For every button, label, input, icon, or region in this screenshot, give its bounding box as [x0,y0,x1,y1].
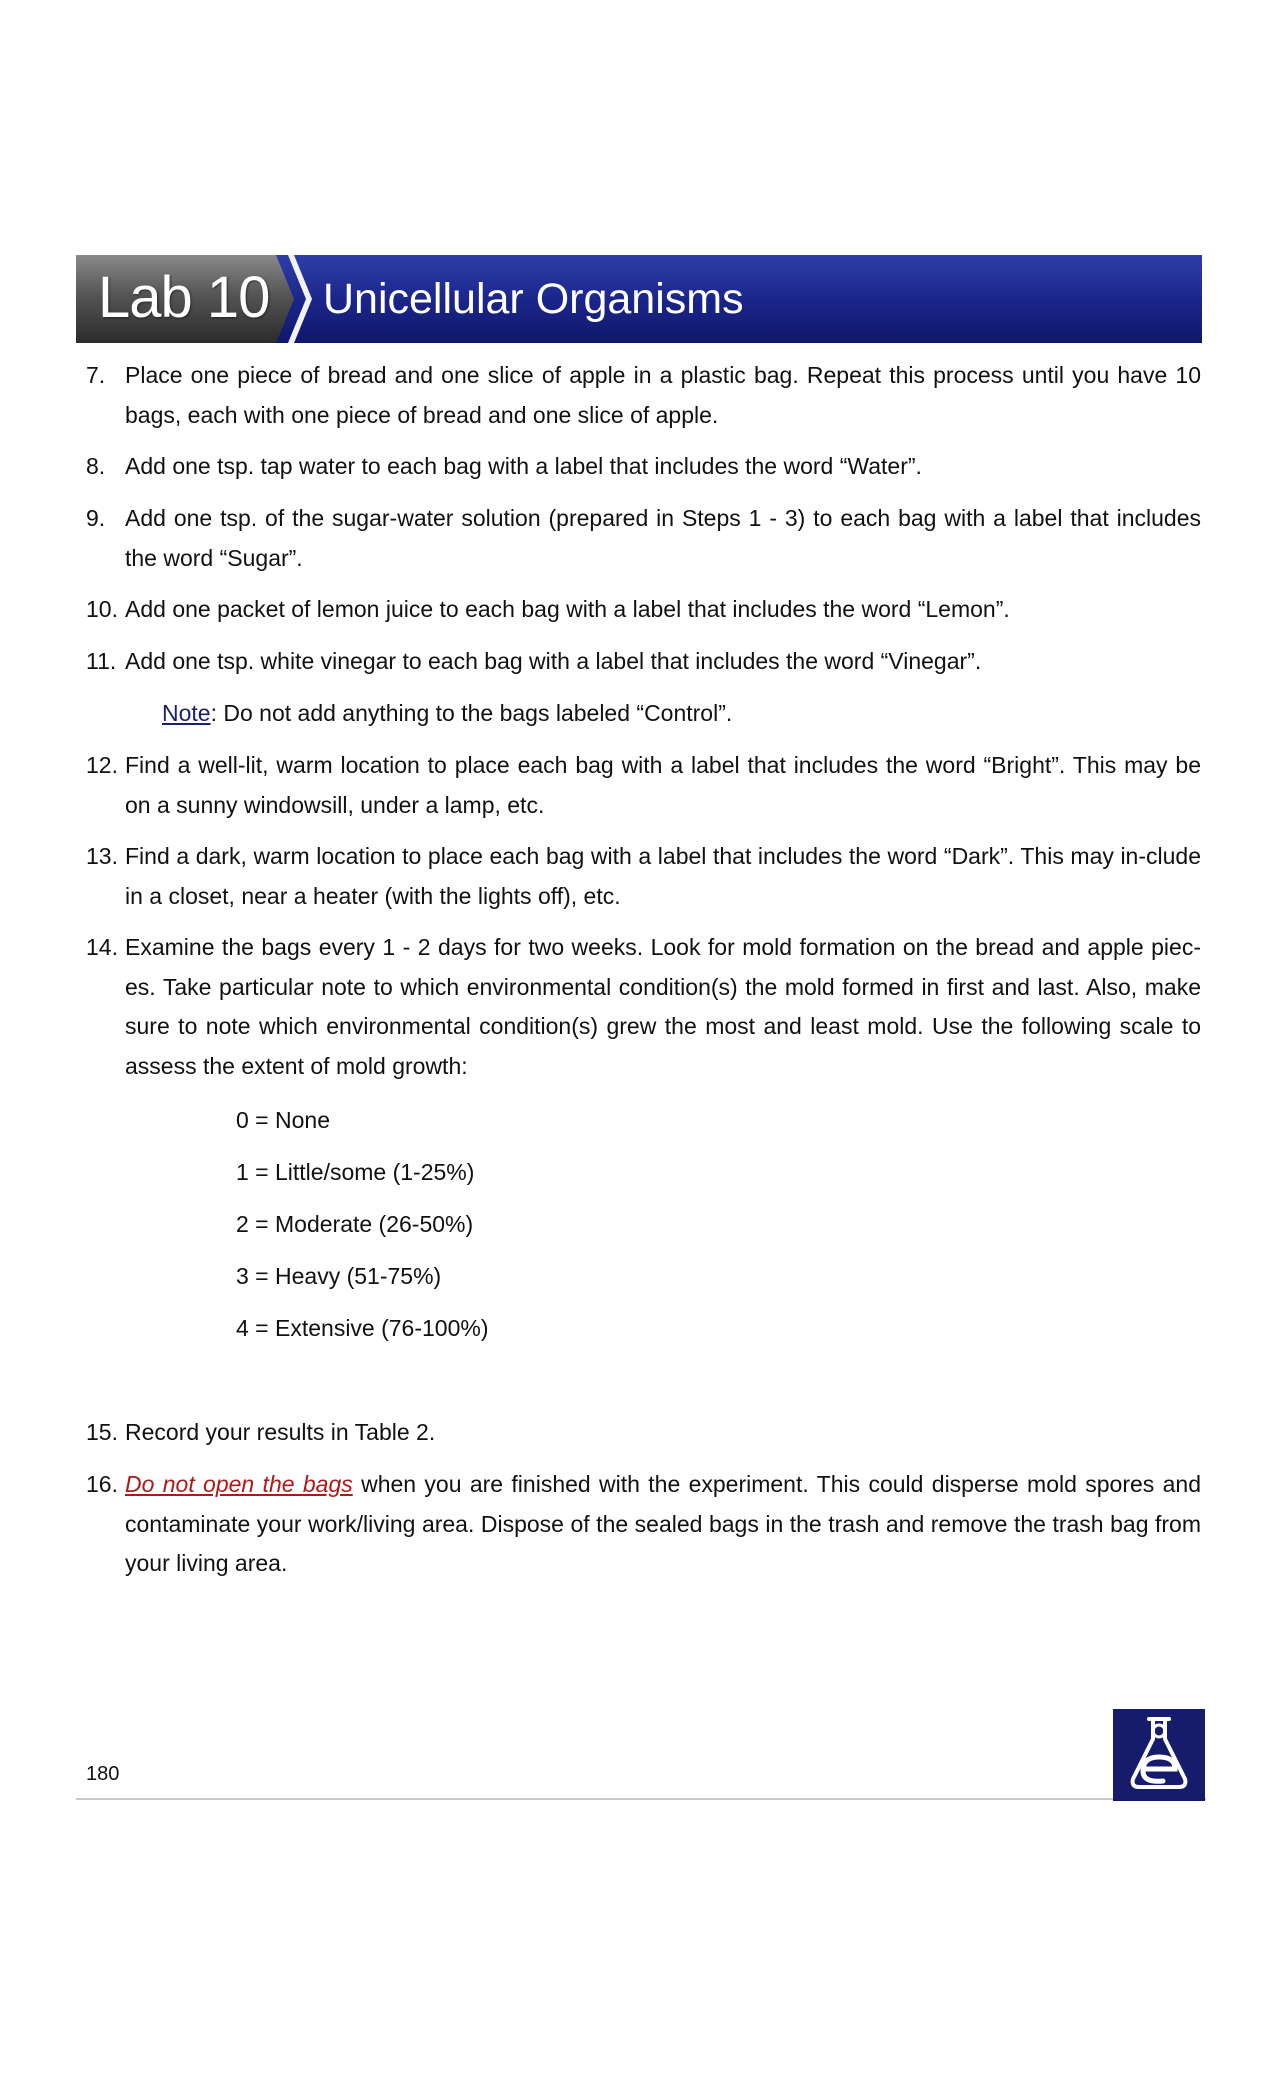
note-label: Note [162,700,211,726]
step-text: Record your results in Table 2. [125,1419,436,1445]
step-number: 8. [86,453,106,479]
step-number: 10. [86,596,118,622]
step-text: Add one packet of lemon juice to each bag with a label that includes the word “Lemon”. [125,596,1010,622]
page-number: 180 [86,1763,120,1785]
step-8 [86,447,1201,487]
scale-item: 4 = Extensive (76-100%) [236,1315,489,1341]
note-text: : Do not add anything to the bags labeled “Control”. [210,700,733,726]
step-text [125,1465,1201,1584]
step-number: 9. [86,505,106,531]
step-number: 13. [86,843,118,869]
footer-divider [76,1798,1206,1800]
step-12 [86,746,1201,825]
step-text: Find a dark, warm location to place each bag with a label that includes the word “Dark”. This may in-clude in a closet, near a heater (with the lights off), etc. [125,843,1201,909]
step-text: Examine the bags every 1 - 2 days for two weeks. Look for mold formation on the bread and apple piec-es. Take particular note to which environmental condition(s) the mold formed in first and last. Also, make sure to note which environmental condition(s) grew the most and least mold. Use the following scale to assess the extent of mold growth: [125,934,1201,1079]
step-text: Place one piece of bread and one slice of apple in a plastic bag. Repeat this process until you have 10 bags, each with one piece of bread and one slice of apple. [125,362,1201,428]
scale-item: 0 = None [236,1107,330,1133]
step-text: Add one tsp. tap water to each bag with a label that includes the word “Water”. [125,453,922,479]
lab-number: Lab 10 [98,265,270,330]
step-9 [86,499,1201,578]
scale-item: 2 = Moderate (26-50%) [236,1211,474,1237]
step-15 [86,1413,1201,1453]
step-text-rest: when you are finished with the experiment. This could disperse mold spores and contaminate your work/living area. Dispose of the sealed bags in the trash and remove the trash bag from your living area. [125,1471,1201,1576]
step-7 [86,356,1201,435]
step-11 [86,642,1201,682]
step-number: 14. [86,934,118,960]
step-14 [86,928,1201,1086]
lab-title: Unicellular Organisms [323,275,744,323]
scale-item: 1 = Little/some (1-25%) [236,1159,475,1185]
note [162,694,732,734]
scale-item: 3 = Heavy (51-75%) [236,1263,442,1289]
step-text: Find a well-lit, warm location to place each bag with a label that includes the word “Bright”. This may be on a sunny windowsill, under a lamp, etc. [125,752,1201,818]
step-10 [86,590,1201,630]
step-number: 16. [86,1471,118,1497]
step-number: 12. [86,752,118,778]
step-text: Add one tsp. white vinegar to each bag with a label that includes the word “Vinegar”. [125,648,982,674]
step-16 [86,1465,1201,1584]
step-number: 11. [86,648,117,674]
step-text: Add one tsp. of the sugar-water solution (prepared in Steps 1 - 3) to each bag with a label that includes the word “Sugar”. [125,505,1201,571]
step-number: 7. [86,362,106,388]
step-13 [86,837,1201,916]
warning-text: Do not open the bags [125,1471,353,1497]
flask-e-logo-icon [1113,1709,1205,1801]
step-number: 15. [86,1419,118,1445]
